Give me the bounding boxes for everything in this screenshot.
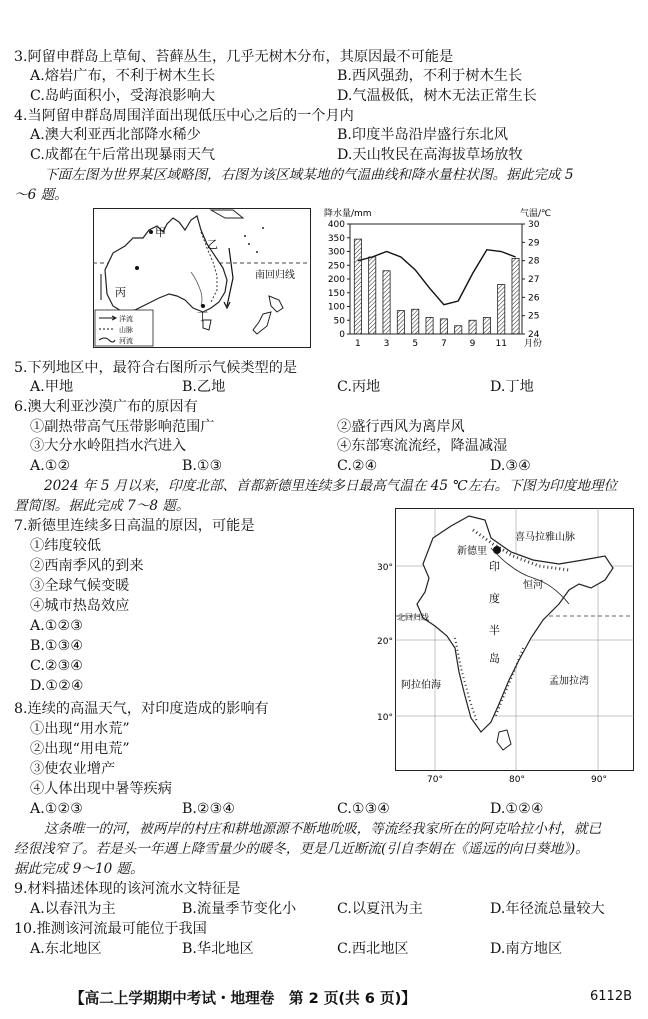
intro-9-10-line2: 经很浅窄了。若是头一年遇上降雪量少的暖冬，更是几近断流(引自李娟在《遥远的向日葵地》)。 xyxy=(14,841,589,857)
chart-left-title: 降水量/mm xyxy=(324,209,372,219)
q3-option-c: C.岛屿面积小，受海浪影响大 xyxy=(30,88,216,104)
q6-option-d: D.③④ xyxy=(490,458,531,474)
q10-option-b: B.华北地区 xyxy=(182,941,254,957)
precip-bar-month-1 xyxy=(354,239,361,334)
india-label-bay-of-bengal: 孟加拉湾 xyxy=(549,676,589,687)
q7-option-a: A.①②③ xyxy=(30,618,83,634)
intro-7-8-line2: 置简图。据此完成 7～8 题。 xyxy=(14,498,190,514)
chart-right-tick-label: 26 xyxy=(528,293,540,304)
q5-option-c: C.丙地 xyxy=(337,379,381,395)
precip-bar-month-9 xyxy=(469,320,476,334)
temperature-curve xyxy=(358,250,516,305)
chart-x-tick-label: 9 xyxy=(469,339,476,349)
india-label-himalaya: 喜马拉雅山脉 xyxy=(515,532,575,543)
chart-left-tick-label: 350 xyxy=(327,233,345,244)
q7-statement-1: ①纬度较低 xyxy=(30,538,101,554)
intro-5-6-line1: 下面左图为世界某区域略图，右图为该区域某地的气温曲线和降水量柱状图。据此完成 5 xyxy=(44,167,574,183)
chart-right-tick-label: 30 xyxy=(528,220,540,230)
q3-option-b: B.西风强劲，不利于树木生长 xyxy=(337,68,523,84)
india-label-tropic: 北回归线 xyxy=(397,613,429,622)
india-label-yin: 印 xyxy=(489,560,500,573)
india-lat-20: 20° xyxy=(377,637,393,647)
map-legend-current: 洋流 xyxy=(119,315,133,323)
paper-code: 6112B xyxy=(590,989,633,1004)
q8-statement-4: ④人体出现中暑等疾病 xyxy=(30,781,172,797)
q4-option-d: D.天山牧民在高海拔草场放牧 xyxy=(337,147,523,163)
chart-x-tick-label: 1 xyxy=(355,339,361,349)
q7-stem: 7.新德里连续多日高温的原因，可能是 xyxy=(14,518,255,534)
q5-option-b: B.乙地 xyxy=(182,379,226,395)
map-label-jia: 甲 xyxy=(155,226,166,239)
chart-left-tick-label: 50 xyxy=(333,316,345,327)
chart-left-tick-label: 0 xyxy=(339,330,345,340)
q6-statement-3: ③大分水岭阻挡水汽进入 xyxy=(30,438,187,454)
india-lat-10: 10° xyxy=(377,713,393,723)
q8-statement-2: ②出现“用电荒” xyxy=(30,741,130,757)
q7-statement-4: ④城市热岛效应 xyxy=(30,598,130,614)
india-label-ganges: 恒河 xyxy=(523,580,543,591)
chart-left-tick-label: 250 xyxy=(327,261,345,272)
precip-bar-month-12 xyxy=(512,258,519,334)
chart-left-tick-label: 400 xyxy=(327,220,345,230)
q9-option-c: C.以夏汛为主 xyxy=(337,901,423,917)
precip-bar-month-11 xyxy=(498,285,505,335)
q10-option-d: D.南方地区 xyxy=(490,941,563,957)
q7-statement-3: ③全球气候变暖 xyxy=(30,578,130,594)
precip-bar-month-5 xyxy=(412,309,419,334)
q3-option-a: A.熔岩广布，不利于树木生长 xyxy=(30,68,216,84)
chart-left-tick-label: 100 xyxy=(327,302,345,313)
precip-bar-month-4 xyxy=(397,311,404,334)
chart-x-tick-label: 7 xyxy=(441,339,447,349)
precip-bar-month-10 xyxy=(483,318,490,335)
q7-option-c: C.②③④ xyxy=(30,658,84,674)
chart-x-tick-label: 3 xyxy=(383,339,390,349)
q6-stem: 6.澳大利亚沙漠广布的原因有 xyxy=(14,399,198,415)
precip-bar-month-7 xyxy=(440,319,447,334)
map-label-tropic: 南回归线 xyxy=(255,270,295,281)
q6-option-b: B.①③ xyxy=(182,458,223,474)
chart-x-unit: 月份 xyxy=(524,339,543,349)
q4-option-c: C.成都在午后常出现暴雨天气 xyxy=(30,147,216,163)
india-lon-90: 90° xyxy=(591,775,607,785)
chart-x-tick-label: 11 xyxy=(495,339,507,349)
climate-chart xyxy=(322,206,562,356)
q4-stem: 4.当阿留申群岛周围洋面出现低压中心之后的一个月内 xyxy=(14,108,354,124)
q5-option-d: D.丁地 xyxy=(490,379,534,395)
q8-statement-3: ③使农业增产 xyxy=(30,761,116,777)
chart-right-tick-label: 27 xyxy=(528,275,540,285)
map-label-ding: 丁 xyxy=(197,310,208,323)
india-label-dao: 岛 xyxy=(489,652,500,665)
q6-statement-1: ①副热带高气压带影响范围广 xyxy=(30,419,215,435)
q8-option-d: D.①②④ xyxy=(490,801,544,817)
precip-bar-month-3 xyxy=(383,271,390,334)
intro-9-10-line1: 这条唯一的河，被两岸的村庄和耕地源源不断地吮吸，等流经我家所在的阿克哈拉小村，就已 xyxy=(44,821,602,837)
q6-option-c: C.②④ xyxy=(337,458,378,474)
map-legend-river: 河流 xyxy=(119,337,133,345)
q8-statement-1: ①出现“用水荒” xyxy=(30,721,130,737)
q6-option-a: A.①② xyxy=(30,458,71,474)
q10-option-c: C.西北地区 xyxy=(337,941,409,957)
page-footer: 【高二上学期期中考试・地理卷 第 2 页(共 6 页)】 xyxy=(70,990,416,1007)
india-lon-70: 70° xyxy=(427,775,443,785)
india-lat-30: 30° xyxy=(377,563,393,573)
q7-option-d: D.①②④ xyxy=(30,678,84,694)
india-label-arabian-sea: 阿拉伯海 xyxy=(401,680,441,691)
q9-option-a: A.以春汛为主 xyxy=(30,901,116,917)
q9-option-b: B.流量季节变化小 xyxy=(182,901,297,917)
india-map xyxy=(373,508,639,786)
chart-x-tick-label: 5 xyxy=(412,339,419,349)
q5-stem: 5.下列地区中，最符合右图所示气候类型的是 xyxy=(14,360,298,376)
chart-right-tick-label: 29 xyxy=(528,238,540,249)
map-legend-mountain: 山脉 xyxy=(119,326,133,334)
q8-option-a: A.①②③ xyxy=(30,801,83,817)
chart-right-tick-label: 24 xyxy=(528,330,540,340)
q10-option-a: A.东北地区 xyxy=(30,941,102,957)
q7-option-b: B.①③④ xyxy=(30,638,84,654)
precip-bar-month-2 xyxy=(369,257,376,334)
india-label-ban: 半 xyxy=(489,624,500,637)
map-label-yi: 乙 xyxy=(207,238,218,251)
q7-statement-2: ②西南季风的到来 xyxy=(30,558,144,574)
q3-option-d: D.气温极低，树木无法正常生长 xyxy=(337,88,537,104)
australia-map xyxy=(93,208,311,348)
india-label-du: 度 xyxy=(489,592,500,605)
precip-bar-month-8 xyxy=(455,326,462,334)
chart-left-tick-label: 150 xyxy=(327,288,345,299)
intro-9-10-line3: 据此完成 9～10 题。 xyxy=(14,861,144,877)
intro-7-8-line1: 2024 年 5 月以来，印度北部、首都新德里连续多日最高气温在 45 ℃左右。下图为印度地理位 xyxy=(44,478,618,494)
precip-bar-month-6 xyxy=(426,318,433,335)
q9-stem: 9.材料描述体现的该河流水文特征是 xyxy=(14,881,241,897)
q5-option-a: A.甲地 xyxy=(30,379,74,395)
intro-5-6-line2: ～6 题。 xyxy=(14,187,68,203)
map-label-bing: 丙 xyxy=(115,286,126,299)
chart-left-tick-label: 300 xyxy=(327,247,345,258)
q8-option-c: C.①③④ xyxy=(337,801,391,817)
q4-option-b: B.印度半岛沿岸盛行东北风 xyxy=(337,127,508,143)
q8-option-b: B.②③④ xyxy=(182,801,236,817)
q3-stem: 3.阿留申群岛上草甸、苔藓丛生，几乎无树木分布，其原因最不可能是 xyxy=(14,49,454,65)
india-lon-80: 80° xyxy=(509,775,525,785)
q10-stem: 10.推测该河流最可能位于我国 xyxy=(14,921,207,937)
q6-statement-2: ②盛行西风为离岸风 xyxy=(337,419,465,435)
chart-right-tick-label: 28 xyxy=(528,256,540,267)
q4-option-a: A.澳大利亚西北部降水稀少 xyxy=(30,127,201,143)
q9-option-d: D.年径流总量较大 xyxy=(490,901,605,917)
q8-stem: 8.连续的高温天气，对印度造成的影响有 xyxy=(14,701,269,717)
chart-right-title: 气温/℃ xyxy=(520,209,552,219)
q6-statement-4: ④东部寒流流经，降温减湿 xyxy=(337,438,508,454)
chart-left-tick-label: 200 xyxy=(327,275,345,285)
chart-right-tick-label: 25 xyxy=(528,311,540,322)
india-label-delhi: 新德里 xyxy=(457,546,487,557)
